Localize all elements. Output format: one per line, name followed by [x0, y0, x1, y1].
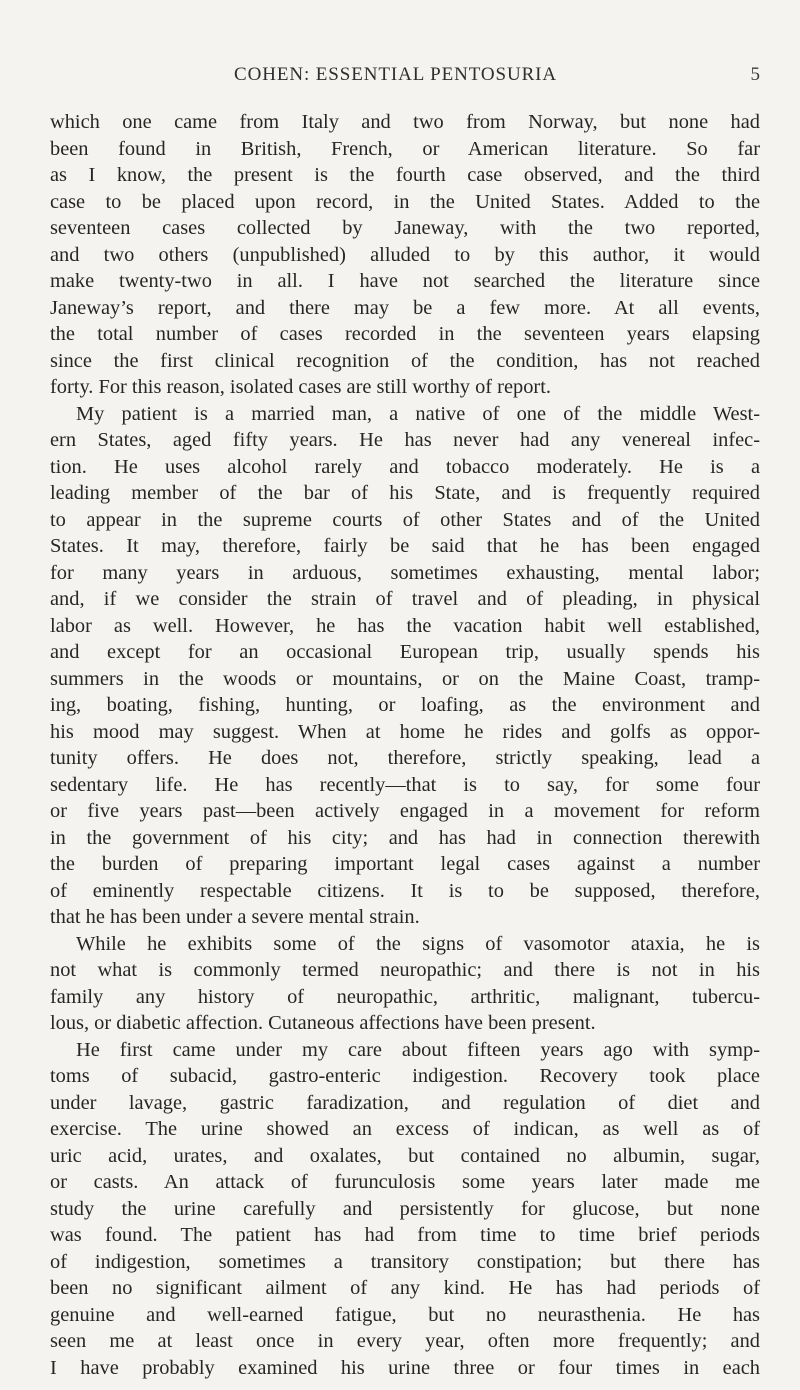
text-line: or five years past—been actively engaged in a movement for reform	[50, 800, 760, 822]
text-line: genuine and well-earned fatigue, but no neurasthenia. He has	[50, 1303, 760, 1326]
text-line: that he has been under a severe mental strain.	[50, 906, 420, 928]
text-line: or casts. An attack of furunculosis some years later made me	[50, 1171, 760, 1193]
text-line: Janeway’s report, and there may be a few more. At all events,	[50, 296, 760, 319]
page-number: 5	[750, 64, 760, 85]
running-head-title: COHEN: ESSENTIAL PENTOSURIA	[234, 64, 558, 85]
text-line: exercise. The urine showed an excess of indican, as well as of	[50, 1118, 760, 1140]
text-line: ing, boating, fishing, hunting, or loafing, as the environment and	[50, 694, 760, 716]
text-line: He first came under my care about fifteen years ago with symp-	[76, 1038, 760, 1061]
text-line: in the government of his city; and has had in connection therewith	[50, 826, 760, 849]
text-line: to appear in the supreme courts of other States and of the United	[50, 508, 760, 531]
text-line: uric acid, urates, and oxalates, but contained no albumin, sugar,	[50, 1144, 760, 1167]
text-line: of eminently respectable citizens. It is to be supposed, therefore,	[50, 879, 760, 902]
text-line: the total number of cases recorded in the seventeen years elapsing	[50, 323, 760, 345]
text-line: as I know, the present is the fourth case observed, and the third	[50, 164, 760, 186]
text-line: tion. He uses alcohol rarely and tobacco moderately. He is a	[50, 455, 760, 478]
text-line: tunity offers. He does not, therefore, strictly speaking, lead a	[50, 747, 760, 769]
text-line: family any history of neuropathic, arthritic, malignant, tubercu-	[50, 985, 760, 1008]
text-line: sedentary life. He has recently—that is to say, for some four	[50, 773, 760, 796]
text-line: for many years in arduous, sometimes exhausting, mental labor;	[50, 561, 760, 584]
text-line: case to be placed upon record, in the United States. Added to the	[50, 190, 760, 213]
text-line: and except for an occasional European trip, usually spends his	[50, 641, 760, 663]
text-line: I have probably examined his urine three or four times in each	[50, 1356, 760, 1379]
text-line: While he exhibits some of the signs of vasomotor ataxia, he is	[76, 932, 760, 955]
body-text	[50, 109, 760, 1381]
text-line: States. It may, therefore, fairly be said that he has been engaged	[50, 535, 760, 557]
text-line: study the urine carefully and persistently for glucose, but none	[50, 1197, 760, 1220]
running-head	[50, 64, 760, 94]
text-line: which one came from Italy and two from Norway, but none had	[50, 111, 760, 133]
text-line: forty. For this reason, isolated cases are still worthy of report.	[50, 376, 551, 398]
text-line: labor as well. However, he has the vacation habit well established,	[50, 614, 760, 637]
text-line: under lavage, gastric faradization, and regulation of diet and	[50, 1091, 760, 1114]
text-line: My patient is a married man, a native of one of the middle West-	[76, 402, 760, 425]
text-line: seventeen cases collected by Janeway, with the two reported,	[50, 217, 760, 239]
text-line: leading member of the bar of his State, and is frequently required	[50, 482, 760, 504]
text-line: and, if we consider the strain of travel and of pleading, in physical	[50, 588, 760, 610]
text-line: and two others (unpublished) alluded to by this author, it would	[50, 243, 760, 266]
text-line: been no significant ailment of any kind. He has had periods of	[50, 1277, 760, 1299]
text-line: ern States, aged fifty years. He has never had any venereal infec-	[50, 429, 760, 451]
text-line: the burden of preparing important legal cases against a number	[50, 853, 760, 875]
text-line: was found. The patient has had from time to time brief periods	[50, 1224, 760, 1246]
text-line: not what is commonly termed neuropathic; and there is not in his	[50, 959, 760, 981]
text-line: of indigestion, sometimes a transitory constipation; but there has	[50, 1250, 760, 1273]
text-line: toms of subacid, gastro-enteric indigestion. Recovery took place	[50, 1065, 760, 1087]
text-line: his mood may suggest. When at home he rides and golfs as oppor-	[50, 720, 760, 743]
text-line: make twenty-two in all. I have not searched the literature since	[50, 270, 760, 292]
text-line: seen me at least once in every year, often more frequently; and	[50, 1330, 760, 1352]
text-line: lous, or diabetic affection. Cutaneous affections have been present.	[50, 1012, 596, 1034]
text-line: been found in British, French, or American literature. So far	[50, 137, 760, 160]
text-line: summers in the woods or mountains, or on the Maine Coast, tramp-	[50, 667, 760, 690]
text-line: since the first clinical recognition of the condition, has not reached	[50, 349, 760, 372]
